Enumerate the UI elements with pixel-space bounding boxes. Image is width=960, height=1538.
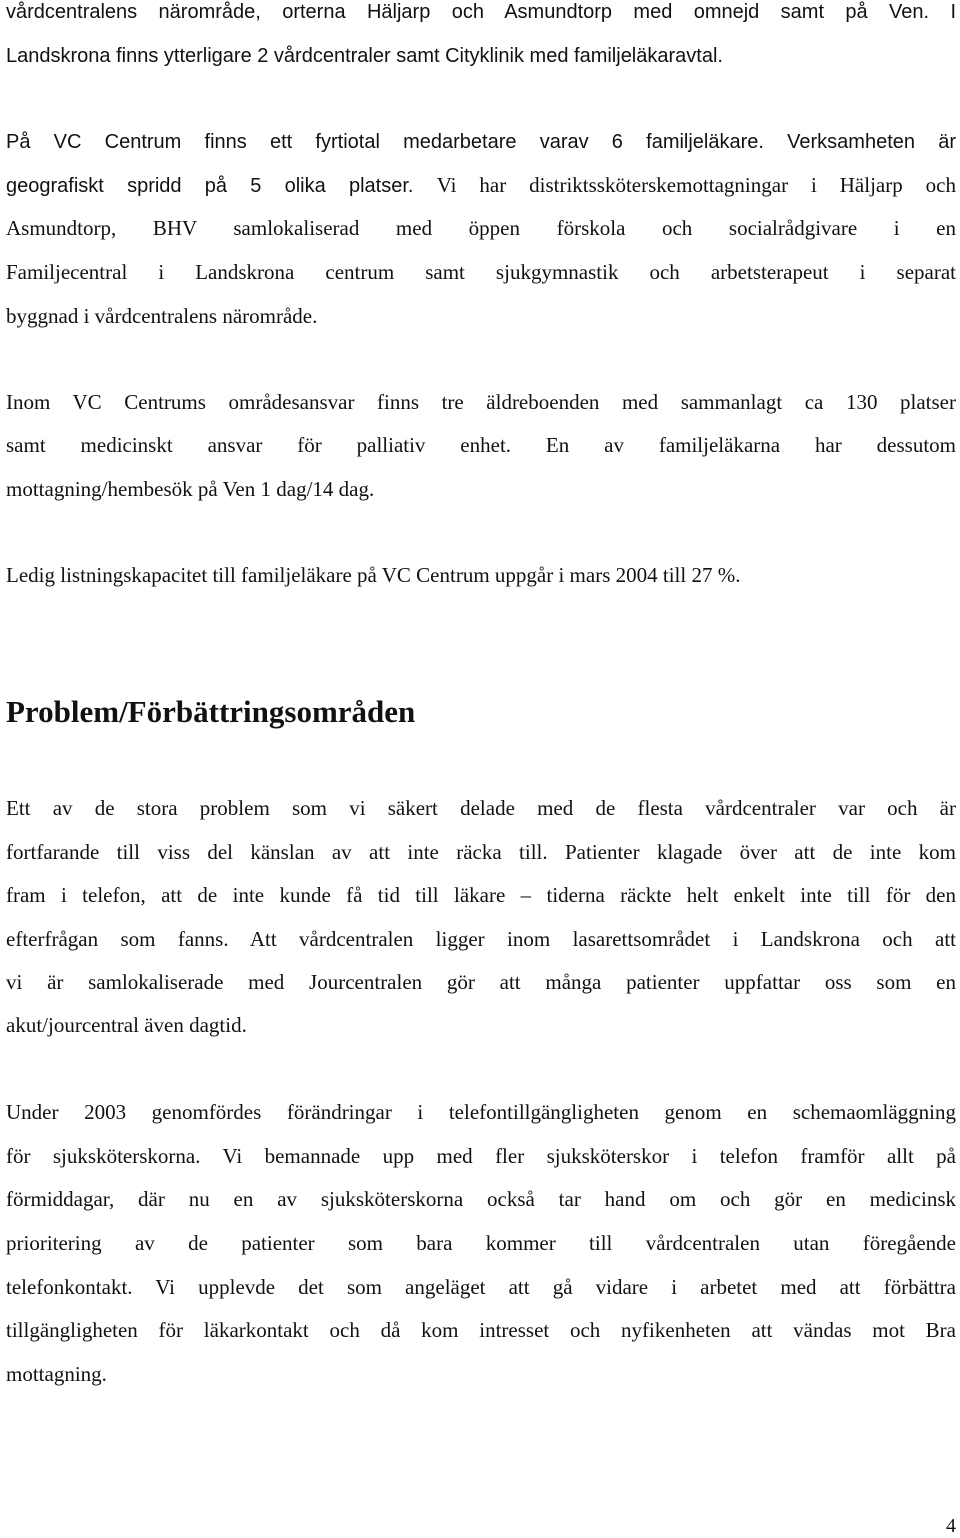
intro-line-1: vårdcentralens närområde, orterna Häljarp och Asmundtorp med omnejd samt på Ven. I bbox=[6, 1, 956, 23]
paragraph-5-line-4: prioritering av de patienter som bara kommer till vårdcentralen utan föregående bbox=[6, 1231, 956, 1255]
paragraph-5-line-6: tillgängligheten för läkarkontakt och då kom intresset och nyfikenheten att vändas mot Bra bbox=[6, 1318, 956, 1342]
section-heading: Problem/Förbättringsområden bbox=[6, 694, 416, 729]
paragraph-2-line-1: Inom VC Centrums områdesansvar finns tre äldreboenden med sammanlagt ca 130 platser bbox=[6, 390, 956, 414]
paragraph-1-line-2-part-b: Vi har distriktssköterskemottagningar i Häljarp och bbox=[436, 173, 956, 197]
paragraph-5-line-3: förmiddagar, där nu en av sjuksköterskorna också tar hand om och gör en medicinsk bbox=[6, 1187, 956, 1211]
paragraph-1-line-2-part-a: geografiskt spridd på 5 olika platser. bbox=[6, 175, 437, 197]
paragraph-5-line-2: för sjuksköterskorna. Vi bemannade upp med fler sjuksköterskor i telefon framför allt på bbox=[6, 1144, 956, 1168]
intro-line-2: Landskrona finns ytterligare 2 vårdcentraler samt Cityklinik med familjeläkaravtal. bbox=[6, 45, 723, 67]
paragraph-4-line-5: vi är samlokaliserade med Jourcentralen gör att många patienter uppfattar oss som en bbox=[6, 970, 956, 994]
paragraph-4-line-2: fortfarande till viss del känslan av att inte räcka till. Patienter klagade över att de inte kom bbox=[6, 840, 956, 864]
paragraph-4-line-4: efterfrågan som fanns. Att vårdcentralen ligger inom lasarettsområdet i Landskrona och att bbox=[6, 927, 956, 951]
paragraph-4-line-6: akut/jourcentral även dagtid. bbox=[6, 1013, 247, 1037]
paragraph-4-line-3: fram i telefon, att de inte kunde få tid till läkare – tiderna räckte helt enkelt inte till för den bbox=[6, 883, 956, 907]
paragraph-2-line-2: samt medicinskt ansvar för palliativ enhet. En av familjeläkarna har dessutom bbox=[6, 433, 956, 457]
paragraph-2-line-3: mottagning/hembesök på Ven 1 dag/14 dag. bbox=[6, 477, 375, 501]
paragraph-3-line-1: Ledig listningskapacitet till familjeläkare på VC Centrum uppgår i mars 2004 till 27 %. bbox=[6, 563, 741, 587]
paragraph-5-line-1: Under 2003 genomfördes förändringar i telefontillgängligheten genom en schemaomläggning bbox=[6, 1100, 956, 1124]
paragraph-1-line-3: Asmundtorp, BHV samlokaliserad med öppen förskola och socialrådgivare i en bbox=[6, 216, 956, 240]
paragraph-5-line-7: mottagning. bbox=[6, 1362, 107, 1386]
paragraph-1-line-1: På VC Centrum finns ett fyrtiotal medarbetare varav 6 familjeläkare. Verksamheten är bbox=[6, 131, 956, 153]
page-number: 4 bbox=[946, 1515, 956, 1537]
paragraph-1-line-4: Familjecentral i Landskrona centrum samt sjukgymnastik och arbetsterapeut i separat bbox=[6, 260, 956, 284]
document-page bbox=[6, 0, 956, 1537]
paragraph-4-line-1: Ett av de stora problem som vi säkert delade med de flesta vårdcentraler var och är bbox=[6, 796, 956, 820]
paragraph-1-line-5: byggnad i vårdcentralens närområde. bbox=[6, 304, 318, 328]
paragraph-1-line-2 bbox=[6, 173, 956, 197]
paragraph-5-line-5: telefonkontakt. Vi upplevde det som angeläget att gå vidare i arbetet med att förbättra bbox=[6, 1275, 956, 1299]
